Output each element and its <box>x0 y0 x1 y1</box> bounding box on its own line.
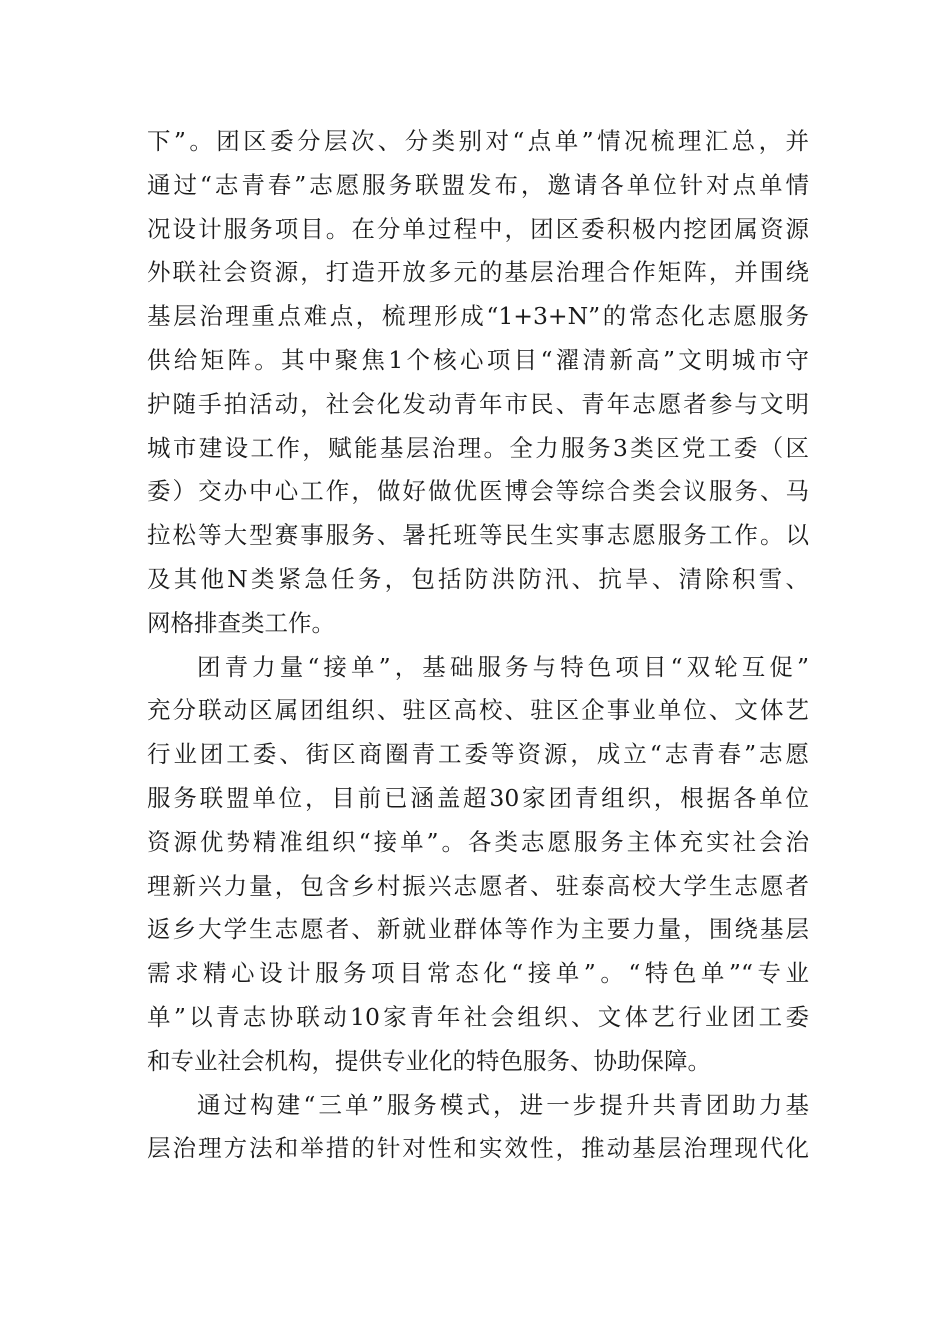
text-line: 委）交办中心工作，做好做优医博会等综合类会议服务、马 <box>147 477 809 506</box>
body-text <box>147 120 809 1171</box>
text-line: 拉松等大型赛事服务、暑托班等民生实事志愿服务工作。以 <box>147 521 809 550</box>
text-line: 网格排查类工作。 <box>147 608 335 637</box>
text-line: 行业团工委、街区商圈青工委等资源，成立“志青春”志愿 <box>147 740 809 769</box>
text-line: 充分联动区属团组织、驻区高校、驻区企事业单位、文体艺 <box>147 696 809 725</box>
text-line: 况设计服务项目。在分单过程中，团区委积极内挖团属资源 <box>147 214 809 243</box>
text-line: 护随手拍活动，社会化发动青年市民、青年志愿者参与文明 <box>147 389 809 418</box>
text-line: 资源优势精准组织“接单”。各类志愿服务主体充实社会治 <box>147 827 809 856</box>
text-line: 需求精心设计服务项目常态化“接单”。“特色单”“专业 <box>147 959 809 988</box>
text-line: 及其他N类紧急任务，包括防洪防汛、抗旱、清除积雪、 <box>147 564 809 593</box>
text-line: 通过“志青春”志愿服务联盟发布，邀请各单位针对点单情 <box>147 170 809 199</box>
text-line: 服务联盟单位，目前已涵盖超30家团青组织，根据各单位 <box>147 783 809 812</box>
text-line: 返乡大学生志愿者、新就业群体等作为主要力量，围绕基层 <box>147 915 809 944</box>
text-line: 外联社会资源，打造开放多元的基层治理合作矩阵，并围绕 <box>147 258 809 287</box>
text-line: 基层治理重点难点，梳理形成“1+3+N”的常态化志愿服务 <box>147 302 809 331</box>
text-line: 下”。团区委分层次、分类别对“点单”情况梳理汇总，并 <box>147 127 809 155</box>
text-line: 层治理方法和举措的针对性和实效性，推动基层治理现代化 <box>147 1134 809 1163</box>
text-line: 单”以青志协联动10家青年社会组织、文体艺行业团工委 <box>147 1002 809 1031</box>
text-line: 供给矩阵。其中聚焦1个核心项目“濯清新高”文明城市守 <box>147 345 809 374</box>
text-line: 和专业社会机构，提供专业化的特色服务、协助保障。 <box>147 1046 711 1075</box>
paragraph-first-line: 团青力量“接单”，基础服务与特色项目“双轮互促” <box>197 652 809 681</box>
paragraph-first-line: 通过构建“三单”服务模式，进一步提升共青团助力基 <box>197 1090 809 1119</box>
text-line: 城市建设工作，赋能基层治理。全力服务3类区党工委（区 <box>147 433 809 462</box>
text-line: 理新兴力量，包含乡村振兴志愿者、驻泰高校大学生志愿者 <box>147 871 809 900</box>
